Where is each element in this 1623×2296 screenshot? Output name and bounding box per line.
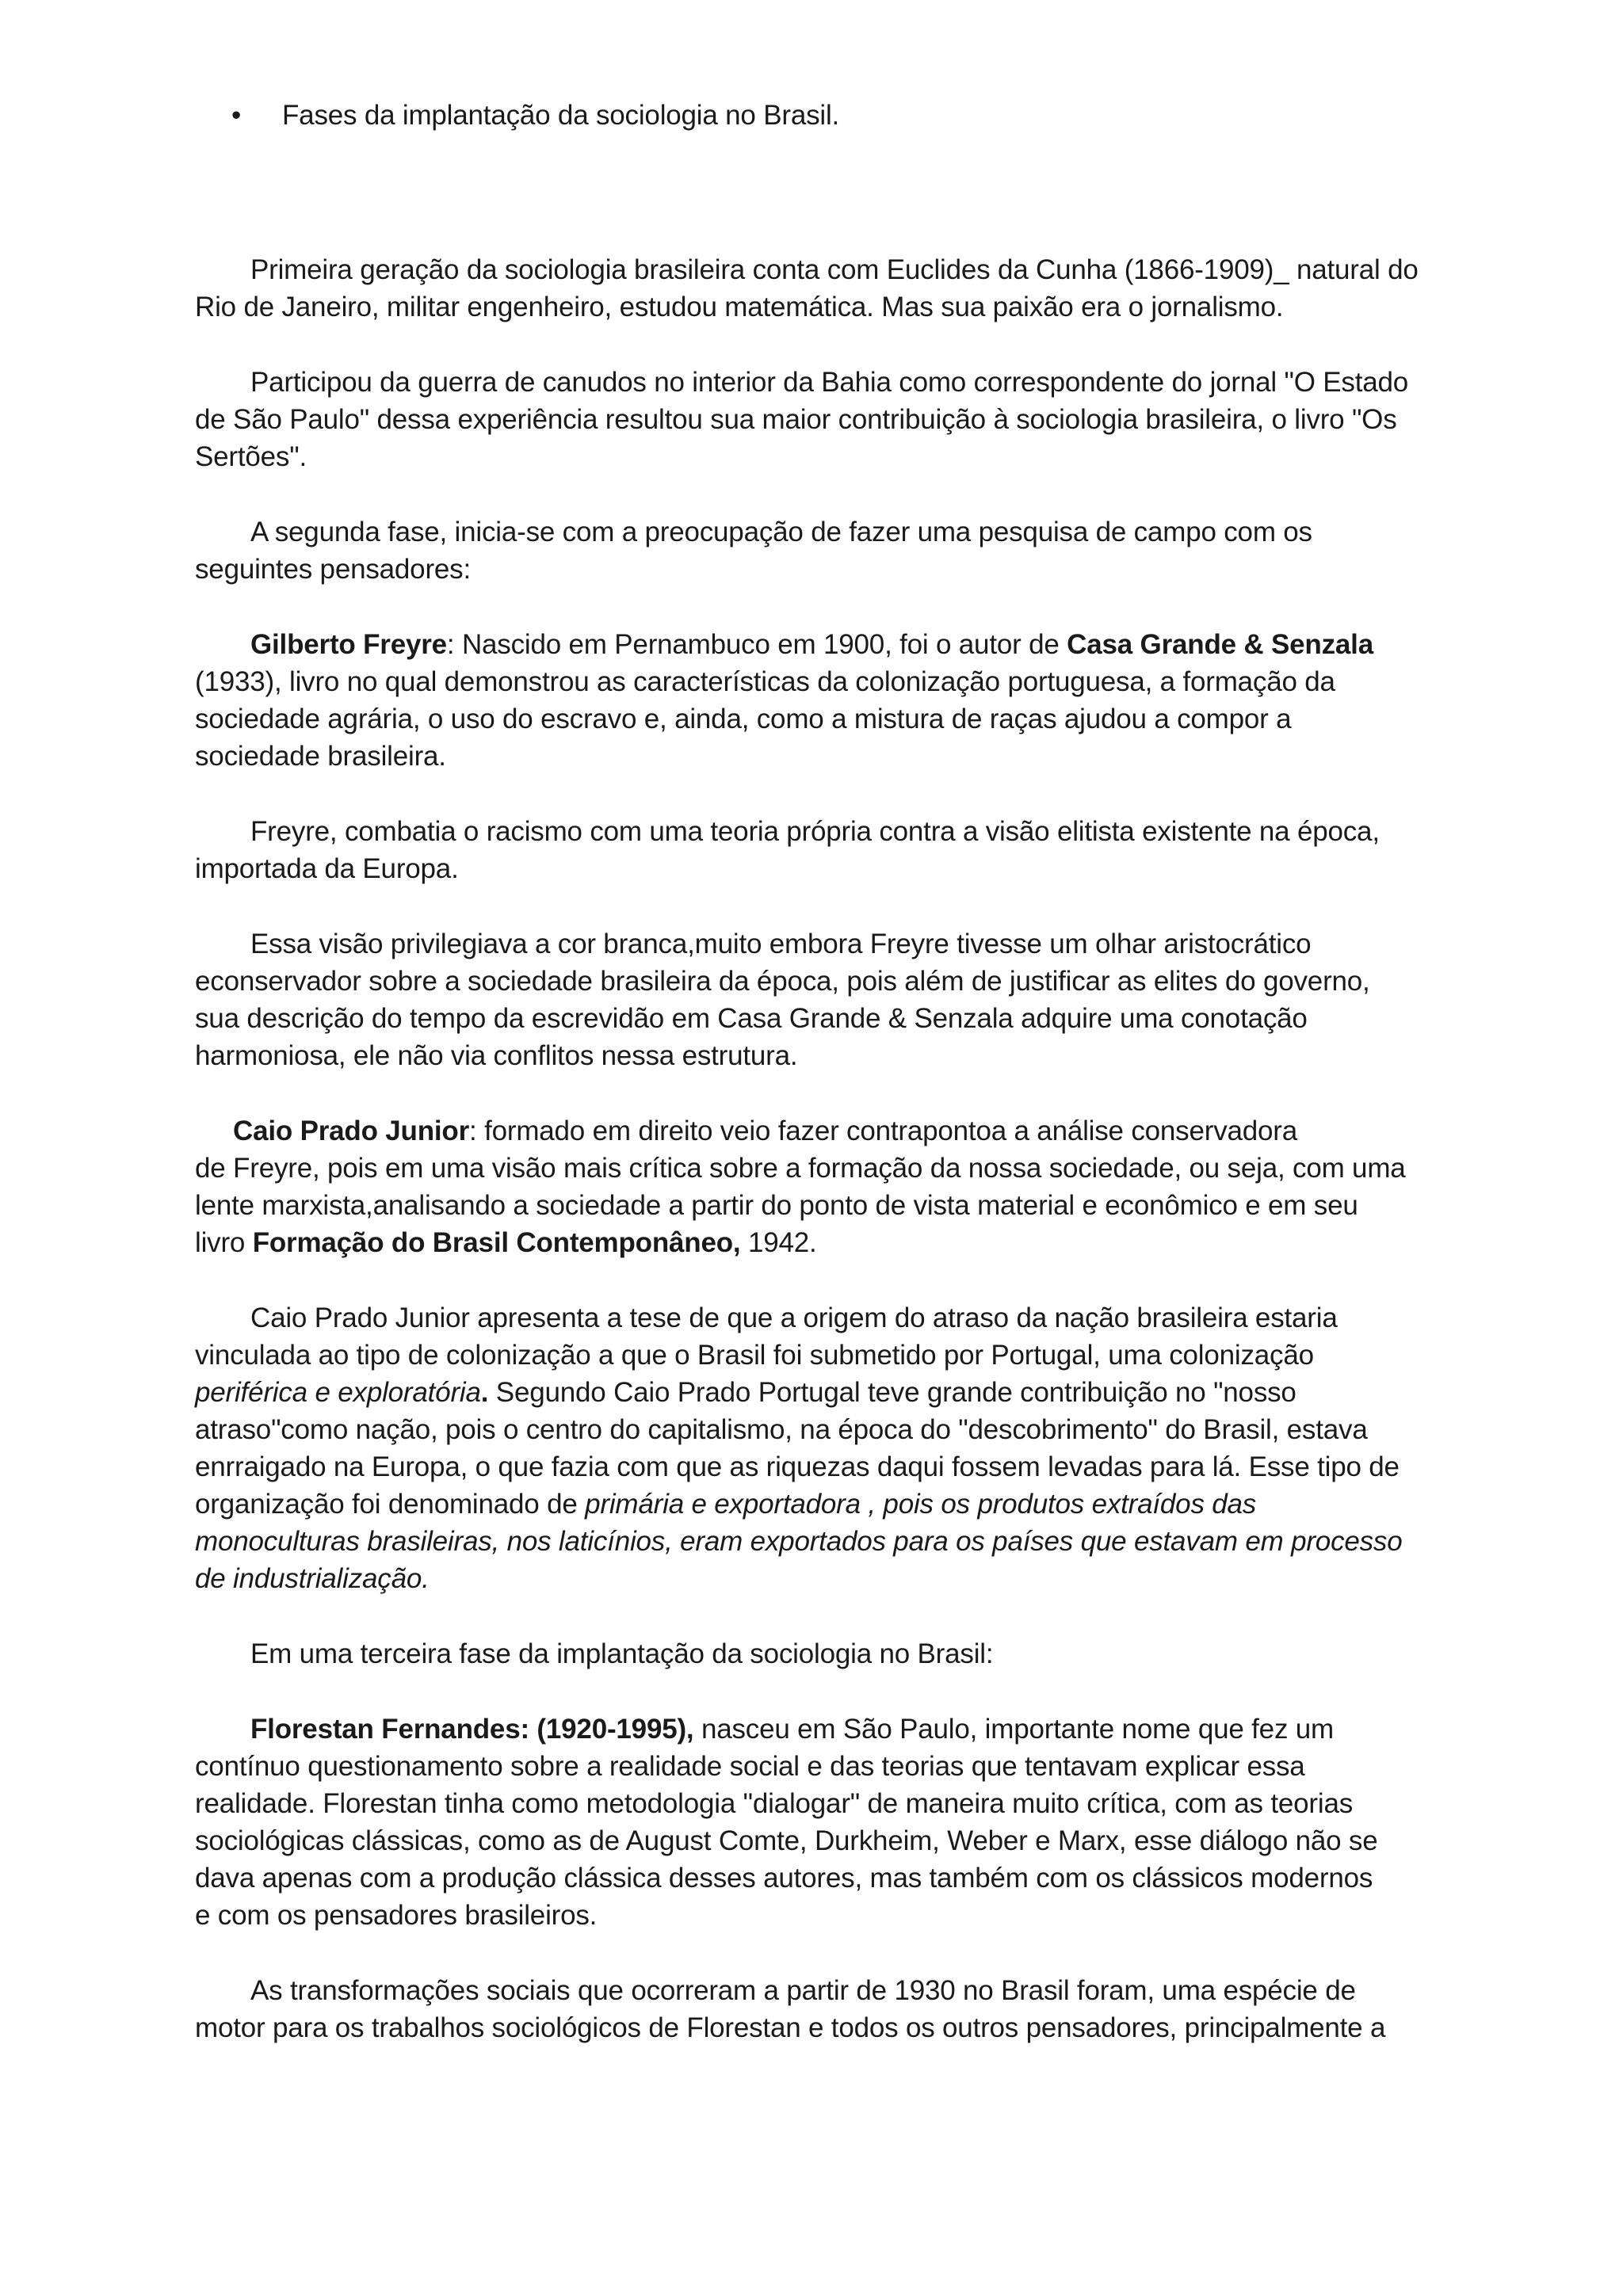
paragraph-freyre-racismo: Freyre, combatia o racismo com uma teoria própria contra a visão elitista existente na época, importada da Europa. [195, 816, 1380, 884]
paragraph-tese-atraso: Caio Prado Junior apresenta a tese de que a origem do atraso da nação brasileira estaria vinculada ao tipo de colonização a que o Brasil foi submetido por Portugal, uma colonização periférica e exploratória. Segundo Caio Prado Portugal teve grande contribuição no "nosso atraso"como nação, pois o centro do capitalismo, na época do "descobrimento" do Brasil, estava enrraigado na Europa, o que fazia com que as riquezas daqui fossem levadas para lá. Esse tipo de organização foi denominado de primária e exportadora , pois os produtos extraídos das monoculturas brasileiras, nos laticínios, eram exportados para os países que estavam em processo de industrialização. [195, 1302, 1403, 1594]
author-name-freyre: Gilberto Freyre [250, 629, 447, 660]
paragraph-transformacoes: As transformações sociais que ocorreram a partir de 1930 no Brasil foram, uma espécie de motor para os trabalhos sociológicos de Florestan e todos os outros pensadores, principalmente a [195, 1975, 1386, 2043]
paragraph-visao-privilegiava: Essa visão privilegiava a cor branca,muito embora Freyre tivesse um olhar aristocrático econservador sobre a sociedade brasileira da época, pois além de justificar as elites do governo, sua descrição do tempo da escrevidão em Casa Grande & Senzala adquire uma conotação harmoniosa, ele não via conflitos nessa estrutura. [195, 929, 1370, 1071]
paragraph-florestan: Florestan Fernandes: (1920-1995), nasceu em São Paulo, importante nome que fez um contínuo questionamento sobre a realidade social e das teorias que tentavam explicar essa realidade. Florestan tinha como metodologia "dialogar" de maneira muito crítica, com as teorias sociológicas clássicas, como as de August Comte, Durkheim, Weber e Marx, esse diálogo não se dava apenas com a produção clássica desses autores, mas também com os clássicos modernos e com os pensadores brasileiros. [195, 1714, 1378, 1931]
author-name-florestan: Florestan Fernandes: (1920-1995), [250, 1714, 694, 1745]
header-bullet-text: Fases da implantação da sociologia no Brasil. [282, 100, 840, 131]
paragraph-segunda-fase: A segunda fase, inicia-se com a preocupação de fazer uma pesquisa de campo com os seguintes pensadores: [195, 517, 1312, 585]
paragraph-terceira-fase: Em uma terceira fase da implantação da sociologia no Brasil: [250, 1638, 994, 1669]
bullet-icon: • [231, 100, 242, 131]
paragraph-caio-prado: Caio Prado Junior: formado em direito veio fazer contrapontoa a análise conservadora de Freyre, pois em uma visão mais crítica sobre a formação da nossa sociedade, ou seja, com uma lente marxista,analisando a sociedade a partir do ponto de vista material e econômico e em seu livro Formação do Brasil Contemponâneo, 1942. [195, 1116, 1406, 1258]
book-title-casa-grande: Casa Grande & Senzala [1067, 629, 1373, 660]
book-title-formacao: Formação do Brasil Contemponâneo, [252, 1227, 741, 1258]
paragraph-gilberto-freyre: Gilberto Freyre: Nascido em Pernambuco em 1900, foi o autor de Casa Grande & Senzala (1933), livro no qual demonstrou as características da colonização portuguesa, a formação da sociedade agrária, o uso do escravo e, ainda, como a mistura de raças ajudou a compor a sociedade brasileira. [195, 629, 1373, 772]
author-name-caio-prado: Caio Prado Junior [233, 1116, 470, 1146]
header-bullet-item [195, 97, 1431, 134]
document-body [195, 97, 1431, 2046]
paragraph-euclides: Primeira geração da sociologia brasileira conta com Euclides da Cunha (1866-1909)_ natural do Rio de Janeiro, militar engenheiro, estudou matemática. Mas sua paixão era o jornalismo. [195, 254, 1419, 322]
paragraph-canudos: Participou da guerra de canudos no interior da Bahia como correspondente do jornal "O Estado de São Paulo" dessa experiência resultou sua maior contribuição à sociologia brasileira, o livro "Os Sertões". [195, 367, 1409, 472]
